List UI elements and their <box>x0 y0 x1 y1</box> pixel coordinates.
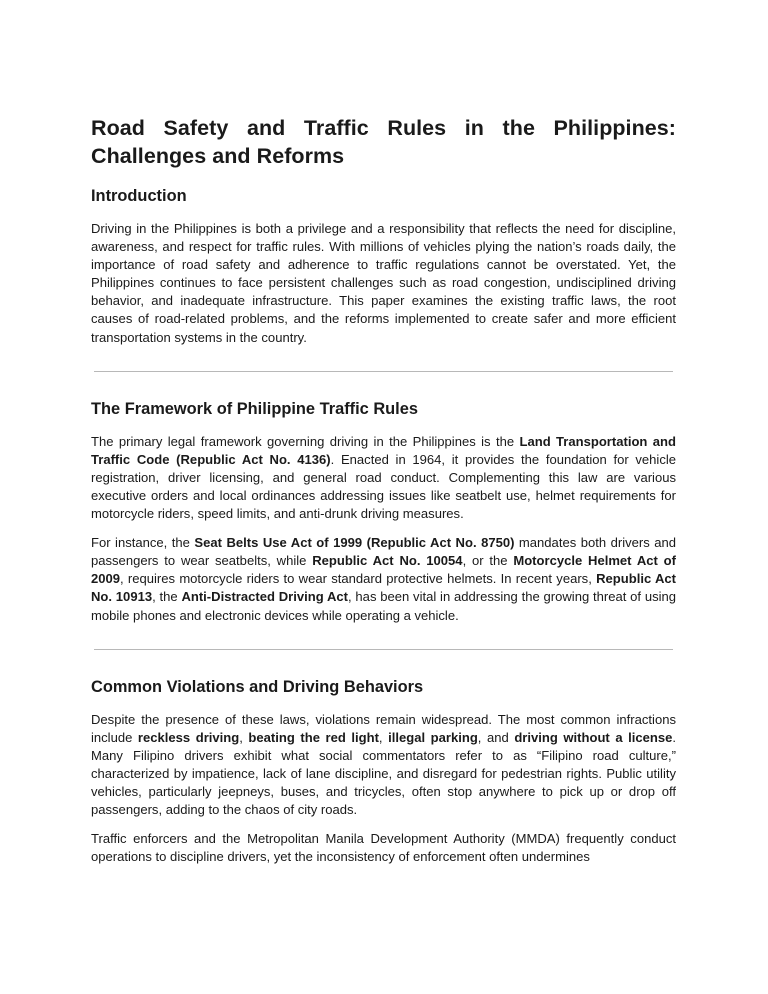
bold-run: Motorcycle Helmet Act of 2009 <box>91 553 676 587</box>
text-run: Despite the presence of these laws, violations remain widespread. The most common infractions include <box>91 711 676 745</box>
bold-run: reckless driving <box>137 729 240 745</box>
document-title: Road Safety and Traffic Rules in the Philippines: Challenges and Reforms <box>91 116 676 168</box>
bold-run: Republic Act No. 10054 <box>312 553 463 569</box>
violations-paragraph-2: Traffic enforcers and the Metropolitan Manila Development Authority (MMDA) frequently conduct operations to discipline drivers, yet the inconsistency of enforcement often undermines <box>91 831 676 865</box>
text-run: , the <box>152 589 182 605</box>
text-run: , or the <box>462 553 514 569</box>
bold-run: Land Transportation and Traffic Code (Republic Act No. 4136) <box>91 433 676 467</box>
text-run: , and <box>477 729 515 745</box>
section-divider <box>94 371 673 372</box>
text-run: , <box>378 729 389 745</box>
heading-framework: The Framework of Philippine Traffic Rules <box>91 399 418 418</box>
framework-paragraph-1 <box>91 433 676 523</box>
section-divider <box>94 649 673 650</box>
text-run: The primary legal framework governing driving in the Philippines is the <box>91 433 520 449</box>
bold-run: Anti-Distracted Driving Act <box>181 589 349 605</box>
text-run: . Many Filipino drivers exhibit what social commentators refer to as “Filipino road culture,” characterized by impatience, lack of lane discipline, and disregard for pedestrian rights. Public utility vehicles, particularly jeepneys, buses, and tricycles, often stop anywhere to pick up or drop off passengers, adding to the chaos of city roads. <box>91 729 677 818</box>
framework-paragraph-2 <box>91 534 676 624</box>
text-run: mandates both drivers and passengers to wear seatbelts, while <box>91 535 676 569</box>
document-page <box>91 114 676 877</box>
bold-run: Seat Belts Use Act of 1999 (Republic Act No. 8750) <box>194 535 515 551</box>
text-run: , <box>239 729 249 745</box>
text-run: , requires motorcycle riders to wear standard protective helmets. In recent years, <box>120 571 597 587</box>
intro-paragraph: Driving in the Philippines is both a privilege and a responsibility that reflects the need for discipline, awareness, and respect for traffic rules. With millions of vehicles plying the nation’s roads daily, the importance of road safety and adherence to traffic regulations cannot be overstated. Yet, the Philippines continues to face persistent challenges such as road congestion, undisciplined driving behavior, and inadequate infrastructure. This paper examines the existing traffic laws, the root causes of road-related problems, and the reforms implemented to create safer and more efficient transportation systems in the country. <box>91 221 676 345</box>
text-run: For instance, the <box>91 535 195 551</box>
text-run: , has been vital in addressing the growing threat of using mobile phones and electronic devices while operating a vehicle. <box>91 589 677 623</box>
bold-run: illegal parking <box>388 729 478 745</box>
violations-paragraph-1 <box>91 711 676 820</box>
bold-run: Republic Act No. 10913 <box>91 571 677 605</box>
bold-run: beating the red light <box>248 729 379 745</box>
bold-run: driving without a license <box>514 729 673 745</box>
text-run: . Enacted in 1964, it provides the foundation for vehicle registration, driver licensing, and general road conduct. Complementing this law are various executive orders and local ordinances addressing issues like seatbelt use, helmet requirements for motorcycle riders, speed limits, and anti-drunk driving measures. <box>91 451 676 522</box>
heading-violations: Common Violations and Driving Behaviors <box>91 677 424 696</box>
heading-introduction: Introduction <box>91 187 187 205</box>
